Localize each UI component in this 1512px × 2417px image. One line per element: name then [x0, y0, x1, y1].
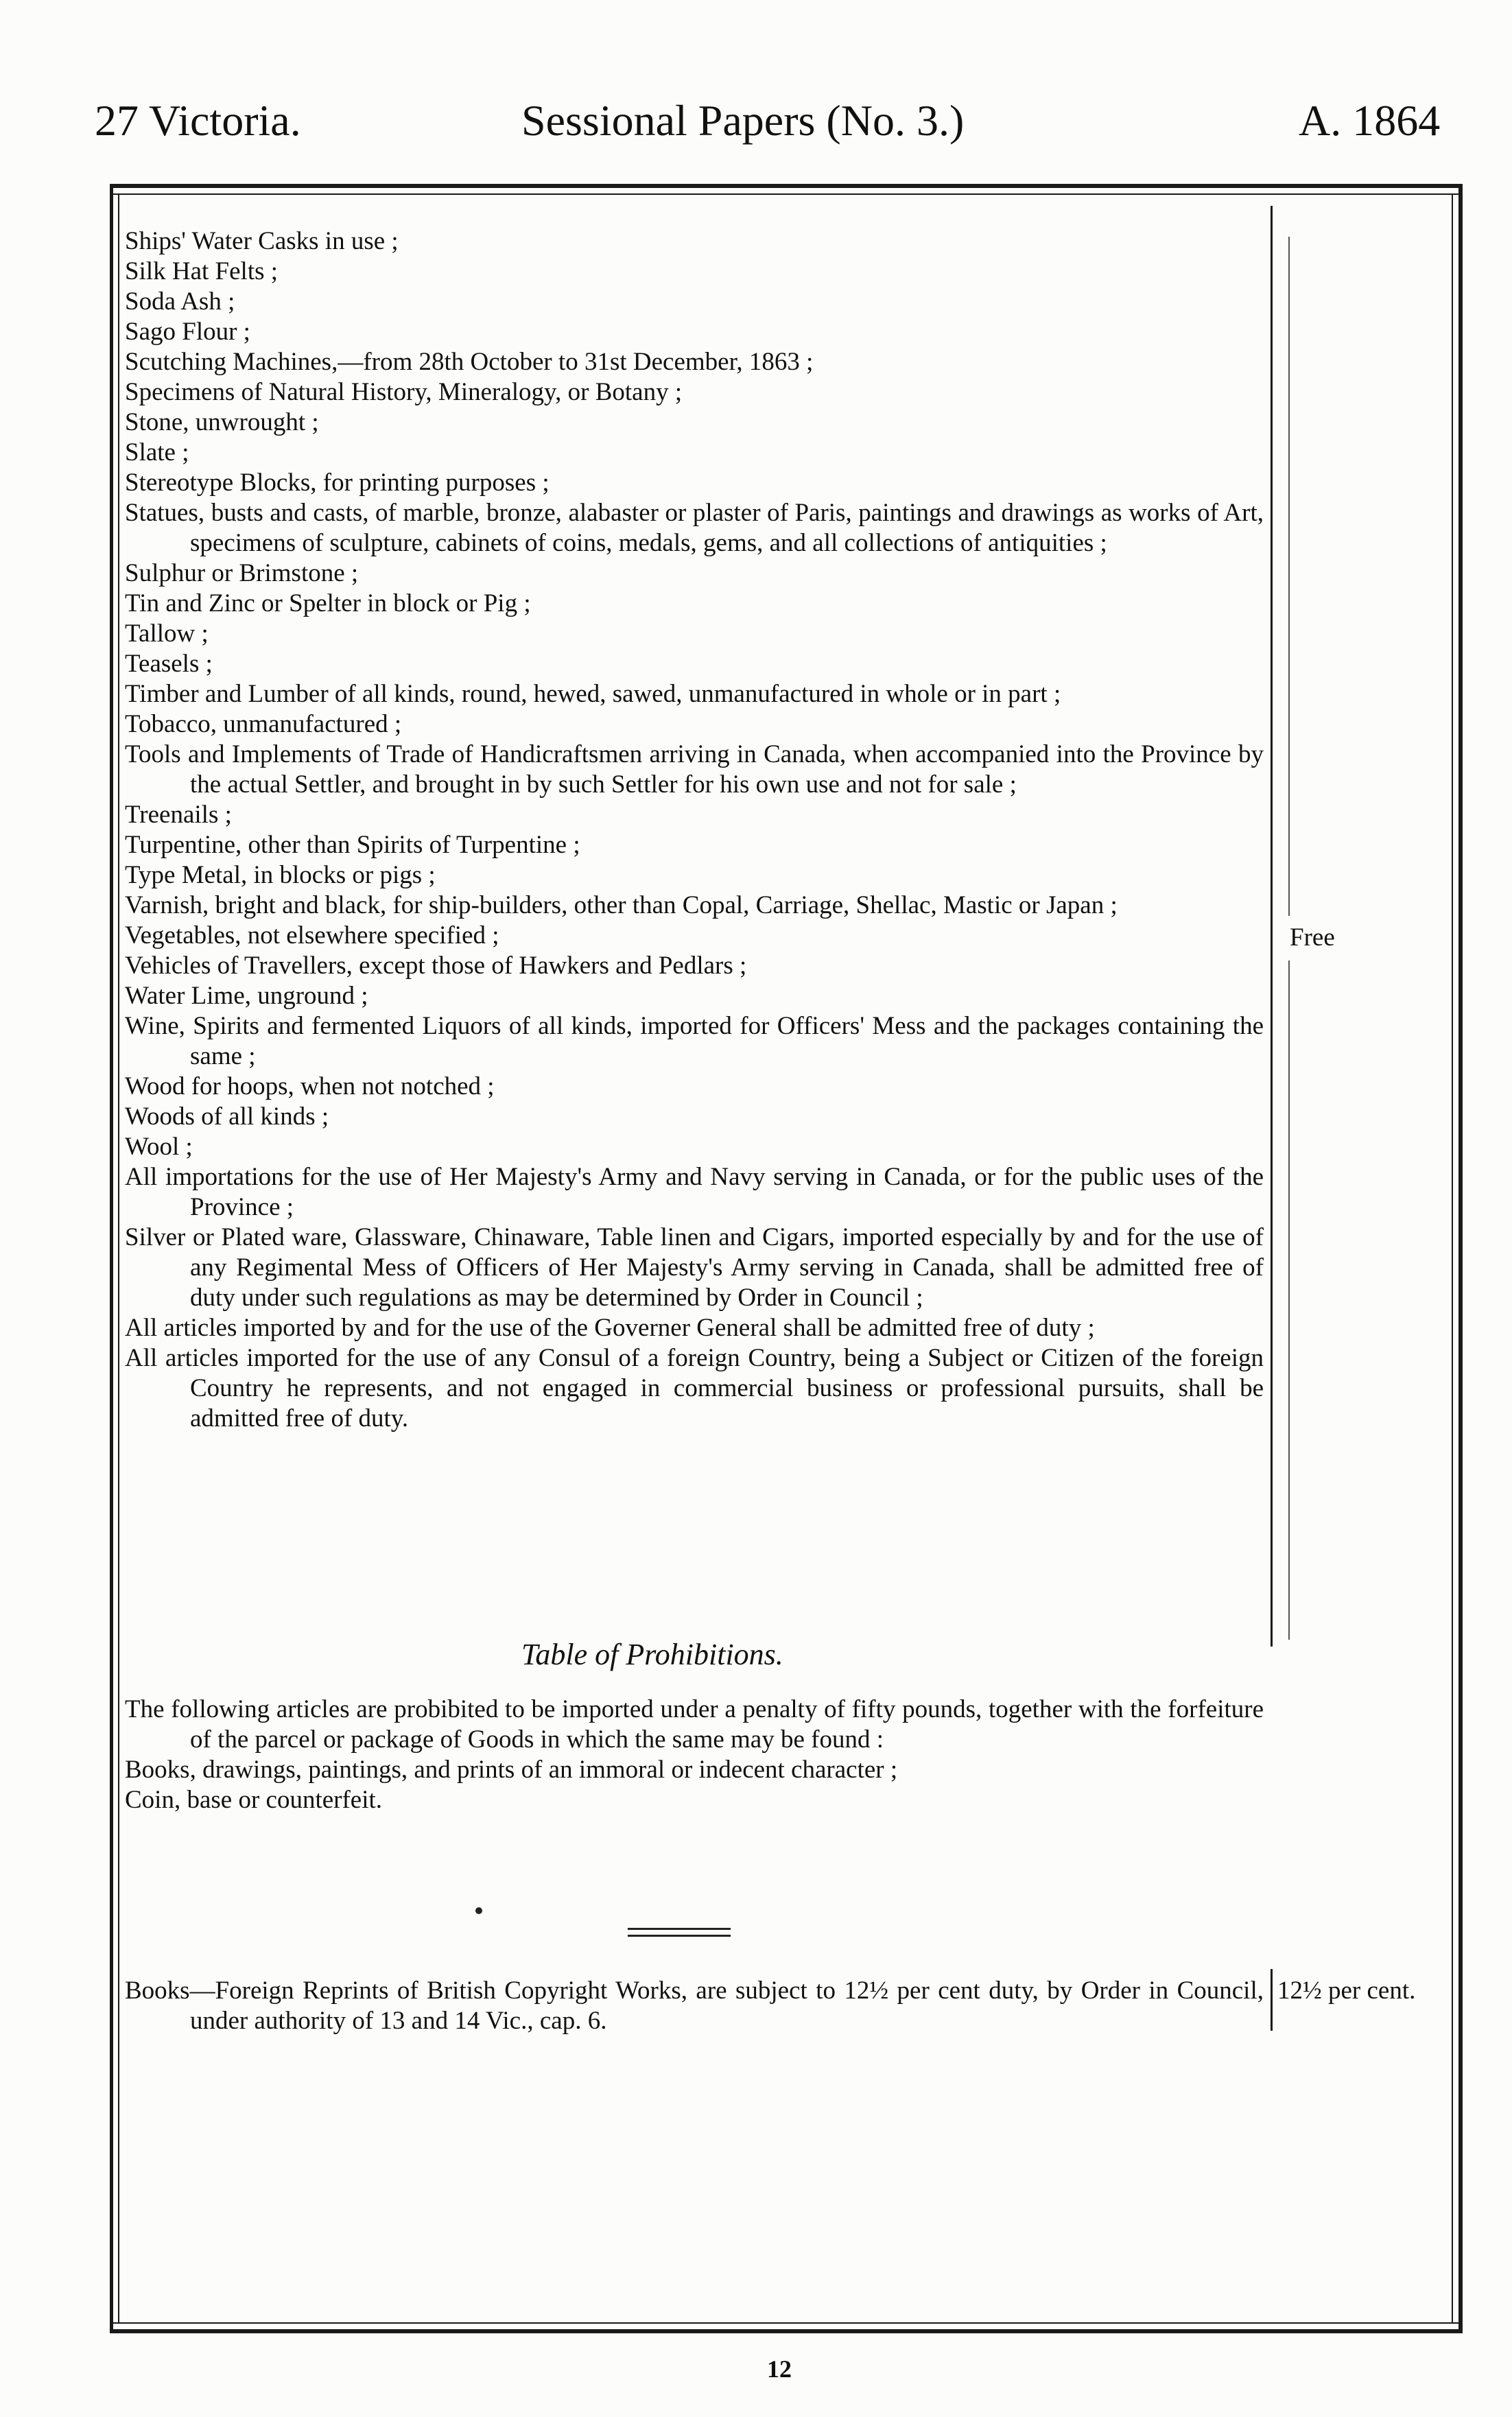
list-item: Vegetables, not elsewhere specified ;: [125, 921, 499, 950]
list-item: Soda Ash ;: [125, 287, 235, 316]
list-item: Stone, unwrought ;: [125, 408, 319, 436]
list-item: Silver or Plated ware, Glassware, Chinaware, Table linen and Cigars, imported especially by and for the use of any Regimental Mess of Officers of Her Majesty's Army serving in Canada, shall be admitted free of duty under such regulations as may be determined by Order in Council ;: [125, 1223, 1264, 1312]
prohibitions-section: [125, 1695, 1264, 1815]
header-title: Sessional Papers (No. 3.): [521, 96, 965, 145]
list-item: Books, drawings, paintings, and prints of an immoral or indecent character ;: [125, 1756, 898, 1784]
right-rule: [1458, 184, 1463, 2333]
column-divider-lower: [1271, 1969, 1273, 2031]
brace-upper: [1288, 237, 1290, 916]
list-item: All articles imported for the use of any Consul of a foreign Country, being a Subject or Citizen of the foreign Country he represents, and not engaged in commercial business or professional pursuits, shall be admitted free of duty.: [125, 1344, 1264, 1432]
list-item: All importations for the use of Her Majesty's Army and Navy serving in Canada, or for the public uses of the Province ;: [125, 1163, 1264, 1221]
separator-rule: [628, 1928, 731, 1930]
page-number: 12: [767, 2355, 792, 2383]
list-item: Type Metal, in blocks or pigs ;: [125, 861, 436, 889]
list-item: Silk Hat Felts ;: [125, 257, 279, 285]
list-item: Tallow ;: [125, 620, 209, 648]
ornament-dot: [475, 1907, 482, 1914]
free-items-list: [125, 226, 1264, 1434]
list-item: Treenails ;: [125, 801, 232, 829]
free-label: Free: [1290, 923, 1335, 952]
header-year: A. 1864: [1299, 96, 1441, 145]
left-rule: [110, 184, 113, 2333]
books-section: [125, 1976, 1264, 2036]
separator-rule-2: [628, 1935, 731, 1937]
list-item: Water Lime, unground ;: [125, 982, 368, 1010]
list-item: Tools and Implements of Trade of Handicraftsmen arriving in Canada, when accompanied into the Province by the actual Settler, and brought in by such Settler for his own use and not for sale ;: [125, 740, 1264, 799]
list-item: Coin, base or counterfeit.: [125, 1786, 383, 1814]
list-item: Specimens of Natural History, Mineralogy, or Botany ;: [125, 378, 683, 406]
list-item: Timber and Lumber of all kinds, round, hewed, sawed, unmanufactured in whole or in part ;: [125, 680, 1061, 708]
brace-lower: [1288, 960, 1290, 1640]
bottom-rule: [110, 2329, 1463, 2333]
list-item: Woods of all kinds ;: [125, 1103, 329, 1131]
list-item: Sulphur or Brimstone ;: [125, 559, 359, 587]
list-item: Wool ;: [125, 1133, 193, 1161]
top-rule: [110, 184, 1463, 188]
list-item: Slate ;: [125, 438, 189, 467]
list-item: Wine, Spirits and fermented Liquors of all kinds, imported for Officers' Mess and the packages containing the same ;: [125, 1012, 1264, 1070]
list-item: Tobacco, unmanufactured ;: [125, 710, 402, 738]
list-item: Stereotype Blocks, for printing purposes ;: [125, 469, 550, 497]
list-item: Statues, busts and casts, of marble, bronze, alabaster or plaster of Paris, paintings and drawings as works of Art, specimens of sculpture, cabinets of coins, medals, gems, and all collections of antiquities ;: [125, 499, 1264, 557]
list-item: Teasels ;: [125, 650, 213, 678]
header-left: 27 Victoria.: [95, 96, 301, 145]
books-rate: 12½ per cent.: [1277, 1977, 1416, 2005]
list-item: All articles imported by and for the use of the Governer General shall be admitted free of duty ;: [125, 1314, 1095, 1342]
right-rule-inner: [1452, 193, 1453, 2324]
prohibitions-intro: The following articles are probibited to be imported under a penalty of fifty pounds, together with the forfeiture of the parcel or package of Goods in which the same may be found :: [125, 1695, 1264, 1754]
list-item: Wood for hoops, when not notched ;: [125, 1072, 495, 1100]
list-item: Scutching Machines,—from 28th October to 31st December, 1863 ;: [125, 348, 814, 376]
list-item: Tin and Zinc or Spelter in block or Pig ;: [125, 589, 531, 617]
books-entry: Books—Foreign Reprints of British Copyright Works, are subject to 12½ per cent duty, by Order in Council, under authority of 13 and 14 Vic., cap. 6.: [125, 1977, 1264, 2035]
list-item: Ships' Water Casks in use ;: [125, 227, 399, 255]
column-divider: [1271, 206, 1273, 1647]
prohibitions-title: Table of Prohibitions.: [521, 1638, 783, 1671]
top-rule-thin: [110, 193, 1463, 195]
list-item: Turpentine, other than Spirits of Turpentine ;: [125, 831, 580, 859]
list-item: Vehicles of Travellers, except those of Hawkers and Pedlars ;: [125, 952, 747, 980]
list-item: Sago Flour ;: [125, 318, 250, 346]
bottom-rule-thin: [110, 2322, 1463, 2324]
left-rule-inner: [118, 193, 119, 2324]
list-item: Varnish, bright and black, for ship-builders, other than Copal, Carriage, Shellac, Mastic or Japan ;: [125, 891, 1118, 919]
